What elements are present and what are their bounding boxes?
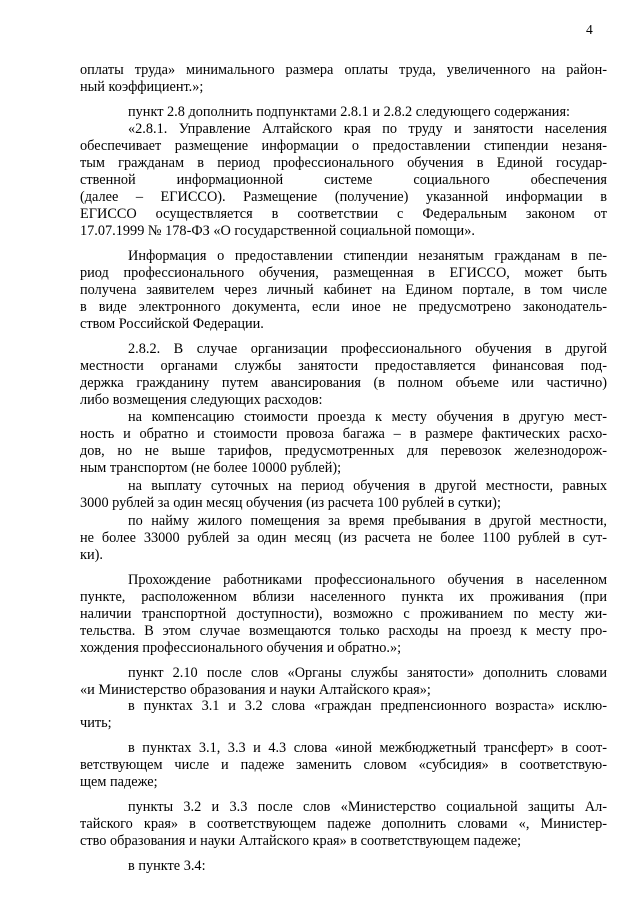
text-line: получена заявителем через личный кабинет на Едином портале, в том числе: [80, 282, 607, 298]
text-line: местности органами службы занятости предоставляется финансовая под-: [80, 358, 607, 374]
text-line: 3000 рублей за один месяц обучения (из расчета 100 рублей в сутки);: [80, 495, 501, 511]
text-line: риод профессионального обучения, размещенная в ЕГИССО, может быть: [80, 265, 607, 281]
page-number: 4: [586, 22, 593, 37]
text-line: ство образования и науки Алтайского края» в соответствующем падеже;: [80, 833, 522, 849]
text-line: ность и обратно и стоимости провоза багажа – в размере фактических расхо-: [80, 426, 607, 442]
text-line: не более 33000 рублей за один месяц (из расчета не более 1100 рублей в сут-: [80, 530, 607, 546]
text-line: пункте, расположенном вблизи населенного пункта их проживания (при: [80, 589, 607, 605]
text-line: щем падеже;: [80, 774, 158, 790]
text-line: «и Министерство образования и науки Алтайского края»;: [80, 682, 431, 698]
text-line: на компенсацию стоимости проезда к месту обучения в другую мест-: [128, 409, 607, 425]
text-line: пункт 2.8 дополнить подпунктами 2.8.1 и 2.8.2 следующего содержания:: [128, 104, 571, 120]
text-line: Информация о предоставлении стипендии незанятым гражданам в пе-: [128, 248, 607, 264]
text-line: оплаты труда» минимального размера оплаты труда, увеличенного на район-: [80, 62, 607, 78]
text-line: «2.8.1. Управление Алтайского края по труду и занятости населения: [128, 121, 607, 137]
text-line: по найму жилого помещения за время пребывания в другой местности,: [128, 513, 607, 529]
text-line: пункты 3.2 и 3.3 после слов «Министерство социальной защиты Ал-: [128, 799, 607, 815]
text-line: в пунктах 3.1, 3.3 и 4.3 слова «иной межбюджетный трансферт» в соот-: [128, 740, 607, 756]
text-line: чить;: [80, 715, 112, 731]
text-line: ством Российской Федерации.: [80, 316, 264, 332]
text-line: 2.8.2. В случае организации профессионального обучения в другой: [128, 341, 607, 357]
text-line: в виде электронного документа, если иное не предусмотрено законодатель-: [80, 299, 607, 315]
text-line: на выплату суточных на период обучения в другой местности, равных: [128, 478, 607, 494]
text-line: (далее – ЕГИССО). Размещение (получение) указанной информации в: [80, 189, 607, 205]
text-line: Прохождение работниками профессионального обучения в населенном: [128, 572, 607, 588]
text-line: в пунктах 3.1 и 3.2 слова «граждан предпенсионного возраста» исклю-: [128, 698, 607, 714]
text-line: ным транспортом (не более 10000 рублей);: [80, 460, 342, 476]
text-line: обеспечивает размещение информации о предоставлении стипендии незаня-: [80, 138, 607, 154]
text-line: наличии транспортной доступности), возможно с проживанием по месту жи-: [80, 606, 607, 622]
text-line: в пункте 3.4:: [128, 858, 206, 874]
text-line: ственной информационной системе социального обеспечения: [80, 172, 607, 188]
text-line: хождения профессионального обучения и обратно.»;: [80, 640, 402, 656]
text-line: либо возмещения следующих расходов:: [80, 392, 323, 408]
text-line: ный коэффициент.»;: [80, 79, 204, 95]
text-line: тельства. В этом случае возмещаются только расходы на проезд к месту про-: [80, 623, 607, 639]
text-line: дов, но не выше тарифов, предусмотренных для перевозок железнодорож-: [80, 443, 607, 459]
text-line: тым гражданам в период профессионального обучения в Единой государ-: [80, 155, 607, 171]
text-line: 17.07.1999 № 178-ФЗ «О государственной социальной помощи».: [80, 223, 475, 239]
text-line: пункт 2.10 после слов «Органы службы занятости» дополнить словами: [128, 665, 607, 681]
text-line: держка гражданину путем авансирования (в полном объеме или частично): [80, 375, 607, 391]
text-line: тайского края» в соответствующем падеже дополнить словами «, Министер-: [80, 816, 607, 832]
text-line: ЕГИССО осуществляется в соответствии с Федеральным законом от: [80, 206, 607, 222]
text-line: ветствующем числе и падеже заменить словом «субсидия» в соответствую-: [80, 757, 607, 773]
text-line: ки).: [80, 547, 103, 563]
